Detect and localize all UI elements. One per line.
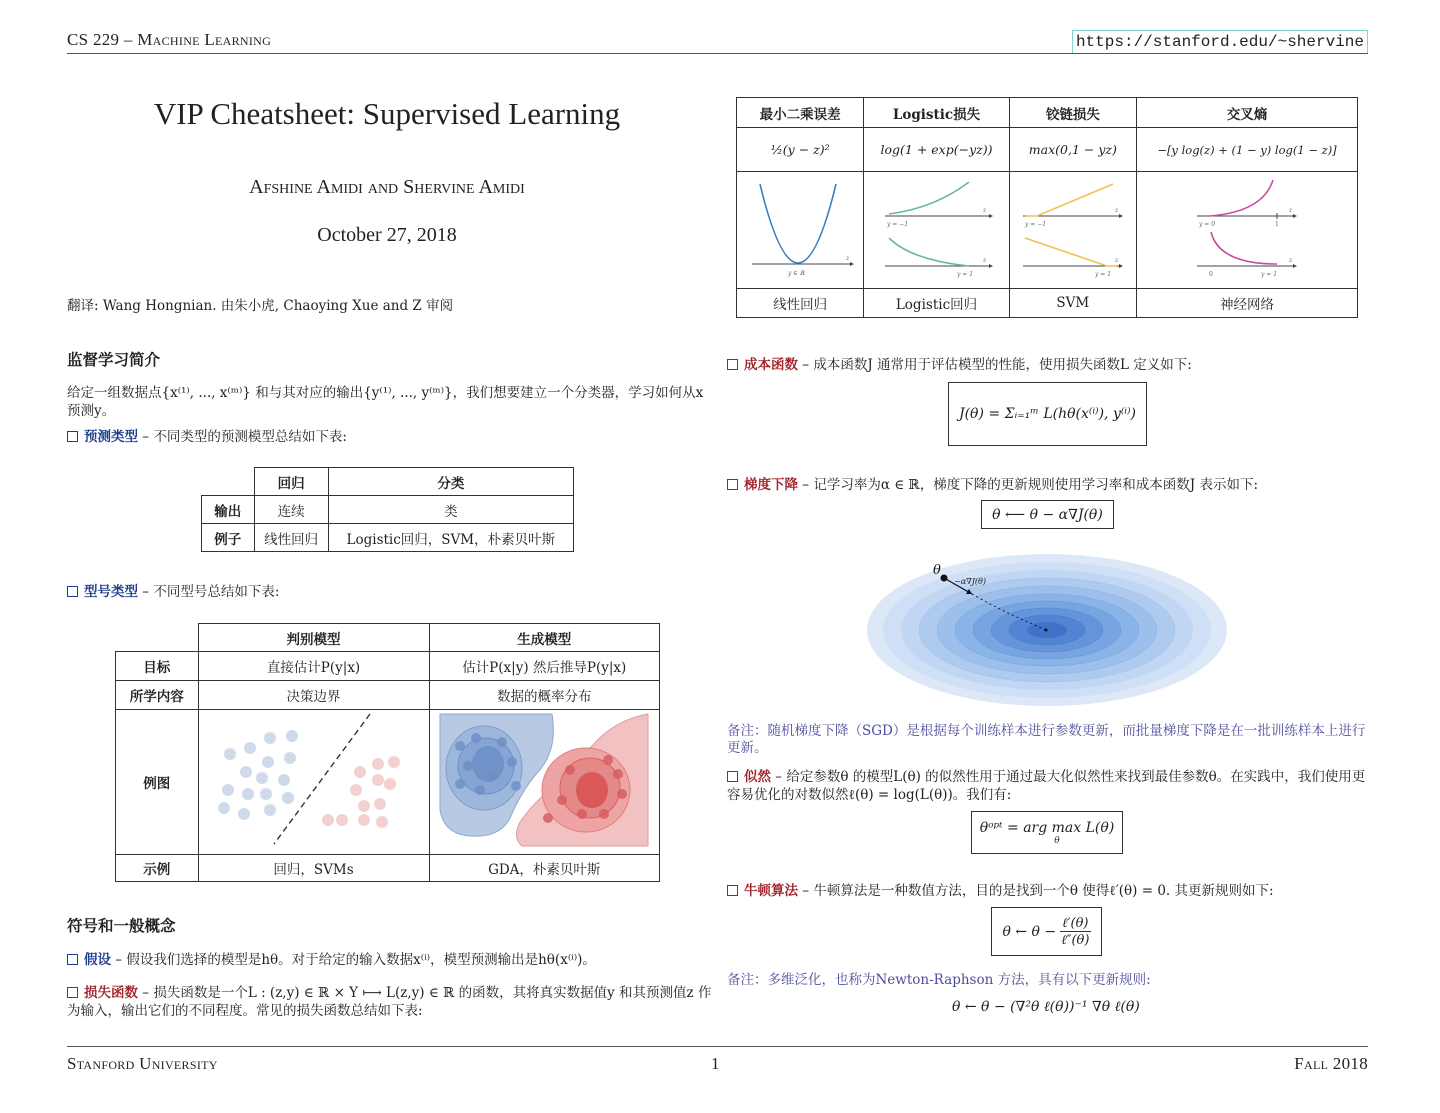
squared-loss-plot xyxy=(738,172,862,284)
cross-entropy-plot-cell xyxy=(1137,172,1358,289)
checkbox-icon xyxy=(67,431,78,442)
table-row-header: 例图 xyxy=(116,710,199,855)
generative-figure xyxy=(430,710,658,850)
checkbox-icon xyxy=(727,359,738,370)
axis-label: y = 1 xyxy=(1261,271,1278,278)
discriminative-figure xyxy=(200,710,428,850)
gradient-descent-figure xyxy=(860,550,1234,710)
gradient-descent-text: – 记学习率为α ∈ ℝ，梯度下降的更新规则使用学习率和成本函数J 表示如下: xyxy=(798,477,1258,493)
date: October 27, 2018 xyxy=(317,224,457,246)
header-rule xyxy=(67,53,1368,54)
logistic-loss-plot-cell xyxy=(864,172,1009,289)
model-type-label: 型号类型 xyxy=(84,584,138,600)
newton-numerator: ℓ′(θ) xyxy=(1062,916,1089,931)
axis-label: z xyxy=(846,255,850,262)
generative-figure-cell xyxy=(429,710,660,855)
table-row-header: 目标 xyxy=(116,652,199,681)
loss-function-text: – 损失函数是一个L : (z,y) ∈ ℝ × Y ⟼ L(z,y) ∈ ℝ 的函数，其将真实数据值y 和其预测值z 作为输入，输出它们的不同程度。常见的损失函数总结如下表: xyxy=(67,985,712,1019)
hinge-loss-plot-cell xyxy=(1009,172,1136,289)
loss-function-label: 损失函数 xyxy=(84,985,138,1001)
table-cell: 数据的概率分布 xyxy=(429,681,660,710)
axis-label: z xyxy=(1289,207,1293,214)
header-url-link[interactable]: https://stanford.edu/~shervine xyxy=(1072,30,1368,54)
axis-label: y = −1 xyxy=(887,221,909,228)
axis-label: y = −1 xyxy=(1024,221,1046,228)
section-title-intro: 监督学习简介 xyxy=(67,350,161,369)
axis-label: y = 1 xyxy=(957,271,974,278)
footer-university: Stanford University xyxy=(67,1054,218,1073)
sgd-note: 备注：随机梯度下降（SGD）是根据每个训练样本进行参数更新，而批量梯度下降是在一批训练样本上进行更新。 xyxy=(727,723,1366,756)
axis-label: 0 xyxy=(1209,271,1213,278)
axis-label: z xyxy=(1114,207,1118,214)
loss-function-item xyxy=(67,984,712,1020)
table-cell: 连续 xyxy=(254,496,328,524)
table-footer-cell: Logistic回归 xyxy=(864,289,1009,318)
table-cell: 直接估计P(y|x) xyxy=(198,652,429,681)
theta-label: θ xyxy=(933,563,941,578)
table-corner xyxy=(202,468,255,496)
model-type-table xyxy=(115,623,660,882)
table-header: 回归 xyxy=(254,468,328,496)
loss-formula: ½(y − z)² xyxy=(737,128,864,172)
prediction-type-text: – 不同类型的预测模型总结如下表: xyxy=(138,429,347,445)
likelihood-text: – 给定参数θ 的模型L(θ) 的似然性用于通过最大化似然性来找到最佳参数θ。在实践中，我们使用更容易优化的对数似然ℓ(θ) = log(L(θ))。我们有: xyxy=(727,769,1366,803)
model-type-item xyxy=(67,583,279,601)
table-header: 判别模型 xyxy=(198,624,429,652)
footer-rule xyxy=(67,1046,1368,1047)
table-cell: 类 xyxy=(328,496,573,524)
cost-function-item xyxy=(727,356,1192,374)
checkbox-icon xyxy=(67,954,78,965)
table-row-header: 所学内容 xyxy=(116,681,199,710)
table-footer-cell: 线性回归 xyxy=(737,289,864,318)
likelihood-item xyxy=(727,768,1369,804)
checkbox-icon xyxy=(727,885,738,896)
table-cell: 决策边界 xyxy=(198,681,429,710)
axis-label: z xyxy=(983,207,987,214)
checkbox-icon xyxy=(727,771,738,782)
axis-label: y = 0 xyxy=(1199,221,1216,228)
newton-raphson-formula: θ ← θ − (∇²θ ℓ(θ))⁻¹ ∇θ ℓ(θ) xyxy=(952,999,1140,1015)
gradient-descent-item xyxy=(727,476,1258,494)
loss-formula: max(0,1 − yz) xyxy=(1009,128,1136,172)
checkbox-icon xyxy=(67,586,78,597)
authors: Afshine Amidi and Shervine Amidi xyxy=(249,176,525,198)
table-footer-cell: SVM xyxy=(1009,289,1136,318)
newton-item xyxy=(727,882,1274,900)
likelihood-formula-main: θᵒᵖᵗ = arg max L(θ) xyxy=(979,819,1115,836)
table-cell: 线性回归 xyxy=(254,524,328,552)
axis-label: y = 1 xyxy=(1094,271,1111,278)
step-label: −α∇J(θ) xyxy=(954,577,986,586)
newton-fraction xyxy=(1060,915,1090,948)
hypothesis-item xyxy=(67,951,709,969)
model-type-text: – 不同型号总结如下表: xyxy=(138,584,280,600)
table-cell: 回归，SVMs xyxy=(198,855,429,882)
checkbox-icon xyxy=(727,479,738,490)
prediction-type-table xyxy=(201,467,574,552)
table-header: 分类 xyxy=(328,468,573,496)
discriminative-figure-cell xyxy=(198,710,429,855)
newton-raphson-note: 备注：多维泛化，也称为Newton-Raphson 方法，具有以下更新规则: xyxy=(727,972,1151,988)
newton-formula-left: θ ← θ − xyxy=(1002,923,1057,940)
table-row-header: 输出 xyxy=(202,496,255,524)
newton-formula xyxy=(991,907,1102,956)
axis-label: 1 xyxy=(1275,221,1279,228)
squared-loss-plot-cell xyxy=(737,172,864,289)
axis-label: y ∈ ℝ xyxy=(788,270,805,277)
gradient-descent-label: 梯度下降 xyxy=(744,477,798,493)
logistic-loss-plot xyxy=(865,172,1007,284)
gradient-descent-formula: θ ⟵ θ − α∇J(θ) xyxy=(981,500,1114,529)
course-header: CS 229 – Machine Learning xyxy=(67,30,272,49)
table-cell: GDA，朴素贝叶斯 xyxy=(429,855,660,882)
page-number: 1 xyxy=(711,1054,720,1073)
table-row-header: 例子 xyxy=(202,524,255,552)
axis-label: z xyxy=(983,257,987,264)
loss-formula: −[y log(z) + (1 − y) log(1 − z)] xyxy=(1137,128,1358,172)
table-row-header: 示例 xyxy=(116,855,199,882)
likelihood-formula xyxy=(971,811,1123,854)
prediction-type-item xyxy=(67,428,347,446)
newton-label: 牛顿算法 xyxy=(744,883,798,899)
hinge-loss-plot xyxy=(1011,172,1135,284)
table-footer-cell: 神经网络 xyxy=(1137,289,1358,318)
section-title-notation: 符号和一般概念 xyxy=(67,916,176,935)
cost-function-text: – 成本函数J 通常用于评估模型的性能，使用损失函数L 定义如下: xyxy=(798,357,1192,373)
newton-text: – 牛顿算法是一种数值方法，目的是找到一个θ 使得ℓ′(θ) = 0. 其更新规则如下: xyxy=(798,883,1274,899)
table-header: 铰链损失 xyxy=(1009,98,1136,128)
cost-function-label: 成本函数 xyxy=(744,357,798,373)
newton-denominator: ℓ″(θ) xyxy=(1061,933,1090,948)
axis-label: z xyxy=(1114,257,1118,264)
loss-formula: log(1 + exp(−yz)) xyxy=(864,128,1009,172)
table-header: 交叉熵 xyxy=(1137,98,1358,128)
translation-credit: 翻译: Wang Hongnian. 由朱小虎, Chaoying Xue and Z 审阅 xyxy=(67,298,454,314)
cost-function-formula: J(θ) = Σᵢ₌₁ᵐ L(hθ(x⁽ⁱ⁾), y⁽ⁱ⁾) xyxy=(948,382,1147,446)
table-header: Logistic损失 xyxy=(864,98,1009,128)
hypothesis-text: – 假设我们选择的模型是hθ。对于给定的输入数据x⁽ⁱ⁾，模型预测输出是hθ(x⁽ⁱ⁾)。 xyxy=(111,952,596,968)
intro-paragraph: 给定一组数据点{x⁽¹⁾, ..., x⁽ᵐ⁾} 和与其对应的输出{y⁽¹⁾, ..., y⁽ᵐ⁾}，我们想要建立一个分类器，学习如何从x 预测y。 xyxy=(67,385,704,419)
cross-entropy-plot xyxy=(1137,172,1357,284)
table-cell: 估计P(x|y) 然后推导P(y|x) xyxy=(429,652,660,681)
table-header: 最小二乘误差 xyxy=(737,98,864,128)
page-title: VIP Cheatsheet: Supervised Learning xyxy=(153,96,621,131)
prediction-type-label: 预测类型 xyxy=(84,429,138,445)
footer-term: Fall 2018 xyxy=(1294,1054,1368,1073)
likelihood-label: 似然 xyxy=(744,769,771,785)
table-corner xyxy=(116,624,199,652)
table-cell: Logistic回归，SVM，朴素贝叶斯 xyxy=(328,524,573,552)
hypothesis-label: 假设 xyxy=(84,952,111,968)
checkbox-icon xyxy=(67,987,78,998)
loss-function-table xyxy=(736,97,1358,318)
table-header: 生成模型 xyxy=(429,624,660,652)
likelihood-formula-sub: θ xyxy=(1054,835,1060,846)
axis-label: z xyxy=(1289,257,1293,264)
